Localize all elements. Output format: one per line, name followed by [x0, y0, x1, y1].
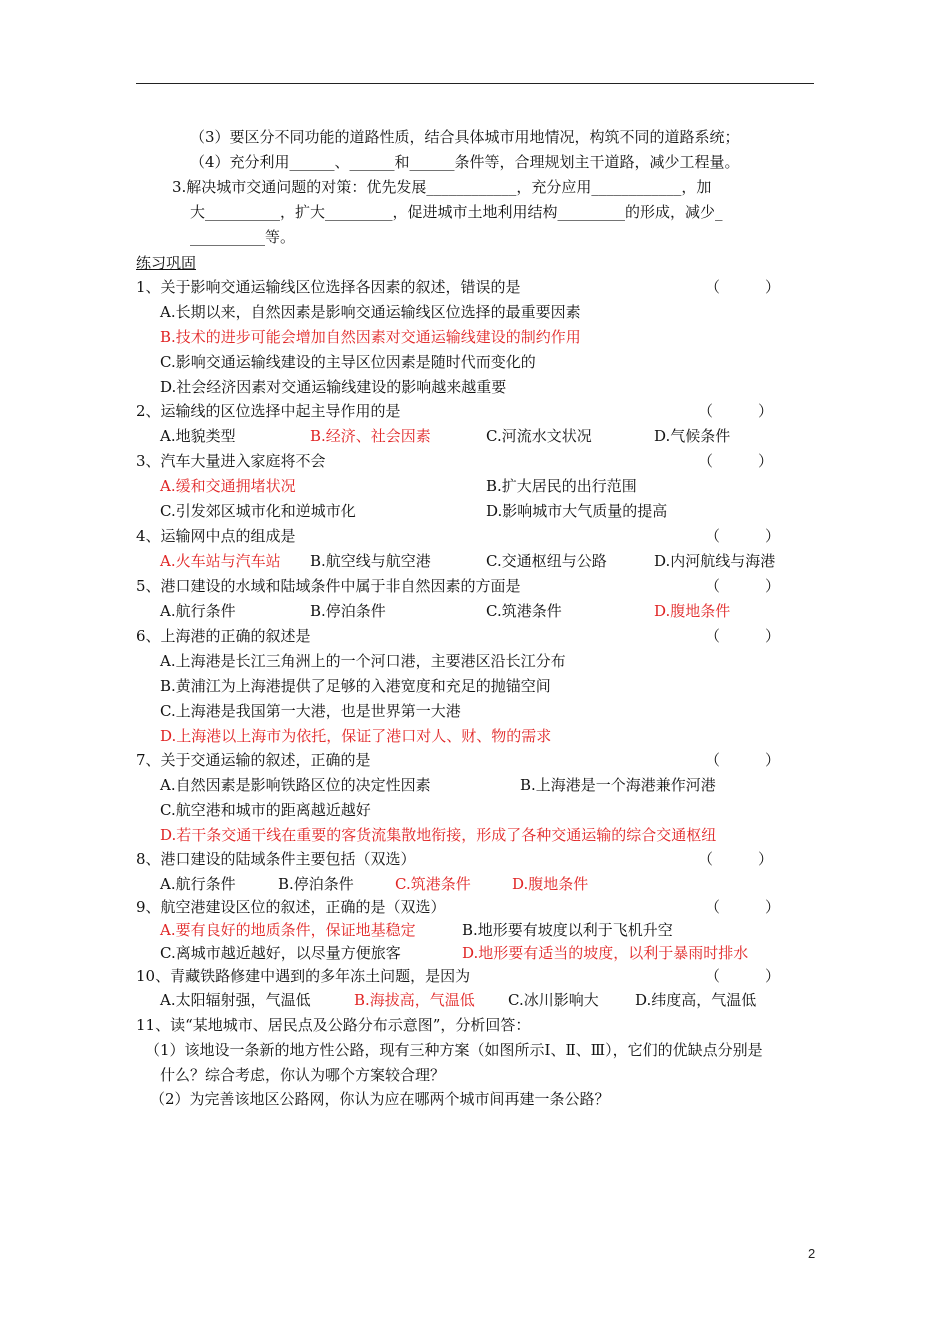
question-11: 11、读“某地城市、居民点及公路分布示意图”，分析回答：: [136, 1016, 531, 1034]
option-b-answer: B.技术的进步可能会增加自然因素对交通运输线建设的制约作用: [160, 328, 581, 346]
option-a: A.长期以来，自然因素是影响交通运输线区位选择的最重要因素: [160, 303, 581, 321]
option-a: A.自然因素是影响铁路区位的决定性因素: [160, 776, 431, 794]
text-line: 3.解决城市交通问题的对策：优先发展____________，充分应用____________，加: [172, 178, 712, 196]
question-3: 3、汽车大量进入家庭将不会: [136, 452, 326, 470]
option-c: C.引发郊区城市化和逆城市化: [160, 502, 356, 520]
sub-question-1: （1）该地设一条新的地方性公路，现有三种方案（如图所示Ⅰ、Ⅱ、Ⅲ），它们的优缺点分别是: [145, 1041, 763, 1059]
text-line: （3）要区分不同功能的道路性质，结合具体城市用地情况，构筑不同的道路系统；: [190, 128, 740, 146]
option-d: D.社会经济因素对交通运输线建设的影响越来越重要: [160, 378, 507, 396]
option-b: B.停泊条件: [278, 875, 354, 893]
option-d: D.纬度高，气温低: [635, 991, 757, 1009]
sub-question-2: （2）为完善该地区公路网，你认为应在哪两个城市间再建一条公路？: [150, 1090, 610, 1108]
answer-blank: （ ）: [705, 898, 781, 916]
option-c-answer: C.筑港条件: [395, 875, 471, 893]
option-c: C.上海港是我国第一大港，也是世界第一大港: [160, 702, 461, 720]
answer-blank: （ ）: [698, 850, 774, 868]
option-c: C.航空港和城市的距离越近越好: [160, 801, 371, 819]
question-7: 7、关于交通运输的叙述，正确的是: [136, 751, 371, 769]
option-d-answer: D.地形要有适当的坡度，以利于暴雨时排水: [462, 944, 749, 962]
option-b: B.扩大居民的出行范围: [486, 477, 637, 495]
option-c: C.交通枢纽与公路: [486, 552, 607, 570]
option-d-answer: D.腹地条件: [654, 602, 731, 620]
text-line: 大__________，扩大_________，促进城市土地利用结构_________的形成，减少_: [190, 203, 723, 221]
option-d: D.内河航线与海港: [654, 552, 776, 570]
option-d-answer: D.若干条交通干线在重要的客货流集散地衔接，形成了各种交通运输的综合交通枢纽: [160, 826, 717, 844]
option-d-answer: D.上海港以上海市为依托，保证了港口对人、财、物的需求: [160, 727, 552, 745]
page-number: 2: [808, 1246, 816, 1261]
answer-blank: （ ）: [705, 527, 781, 545]
option-c: C.影响交通运输线建设的主导区位因素是随时代而变化的: [160, 353, 536, 371]
question-4: 4、运输网中点的组成是: [136, 527, 296, 545]
answer-blank: （ ）: [705, 751, 781, 769]
header-rule: [136, 83, 814, 84]
option-b: B.地形要有坡度以利于飞机升空: [462, 921, 673, 939]
option-b-answer: B.海拔高，气温低: [354, 991, 475, 1009]
option-c: C.筑港条件: [486, 602, 562, 620]
question-5: 5、港口建设的水域和陆域条件中属于非自然因素的方面是: [136, 577, 521, 595]
answer-blank: （ ）: [705, 577, 781, 595]
option-a: A.太阳辐射强，气温低: [160, 991, 311, 1009]
text-line: __________等。: [190, 228, 296, 246]
question-2: 2、运输线的区位选择中起主导作用的是: [136, 402, 401, 420]
option-c: C.离城市越近越好，以尽量方便旅客: [160, 944, 401, 962]
option-d: D.气候条件: [654, 427, 731, 445]
answer-blank: （ ）: [698, 402, 774, 420]
question-1: 1、关于影响交通运输线区位选择各因素的叙述，错误的是: [136, 278, 521, 296]
section-title: 练习巩固: [136, 254, 197, 272]
option-b: B.航空线与航空港: [310, 552, 431, 570]
answer-blank: （ ）: [705, 627, 781, 645]
option-a-answer: A.火车站与汽车站: [160, 552, 281, 570]
option-b: B.停泊条件: [310, 602, 386, 620]
option-a-answer: A.要有良好的地质条件，保证地基稳定: [160, 921, 416, 939]
question-9: 9、航空港建设区位的叙述，正确的是（双选）: [136, 898, 446, 916]
option-c: C.冰川影响大: [508, 991, 599, 1009]
answer-blank: （ ）: [705, 278, 781, 296]
text-line: （4）充分利用______、______和______条件等，合理规划主干道路，减少工程量。: [190, 153, 740, 171]
option-b: B.上海港是一个海港兼作河港: [520, 776, 716, 794]
option-a: A.航行条件: [160, 875, 236, 893]
answer-blank: （ ）: [698, 452, 774, 470]
option-a: A.地貌类型: [160, 427, 236, 445]
answer-blank: （ ）: [705, 967, 781, 985]
question-10: 10、青藏铁路修建中遇到的多年冻土问题，是因为: [136, 967, 471, 985]
option-a-answer: A.缓和交通拥堵状况: [160, 477, 296, 495]
option-d: D.影响城市大气质量的提高: [486, 502, 668, 520]
option-b: B.黄浦江为上海港提供了足够的入港宽度和充足的抛锚空间: [160, 677, 551, 695]
question-6: 6、上海港的正确的叙述是: [136, 627, 311, 645]
option-a: A.航行条件: [160, 602, 236, 620]
option-a: A.上海港是长江三角洲上的一个河口港，主要港区沿长江分布: [160, 652, 566, 670]
option-b-answer: B.经济、社会因素: [310, 427, 431, 445]
question-8: 8、港口建设的陆域条件主要包括（双选）: [136, 850, 416, 868]
option-c: C.河流水文状况: [486, 427, 592, 445]
sub-question-1-cont: 什么？综合考虑，你认为哪个方案较合理？: [160, 1066, 446, 1084]
option-d-answer: D.腹地条件: [512, 875, 589, 893]
